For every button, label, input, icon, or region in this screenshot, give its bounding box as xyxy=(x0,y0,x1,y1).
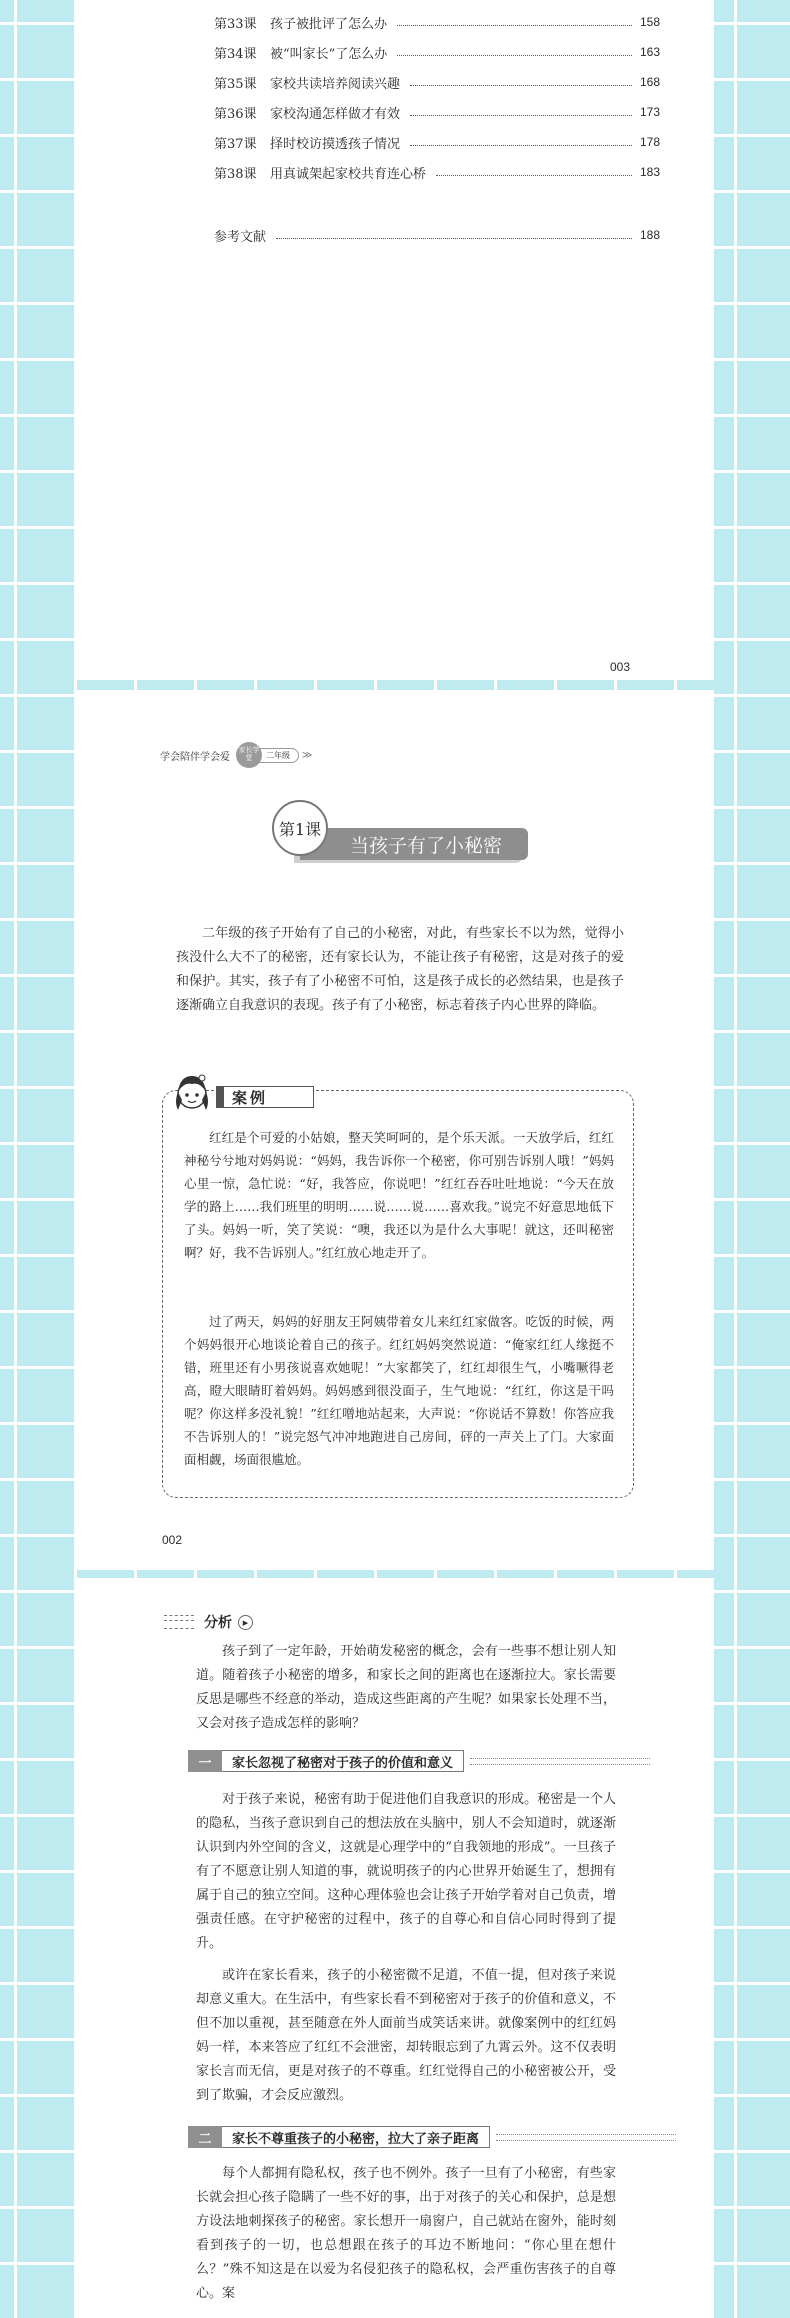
toc-lesson-number: 第35课 xyxy=(214,76,257,92)
case-label: 案例 xyxy=(216,1086,314,1108)
lesson-title: 当孩子有了小秘密 xyxy=(300,828,528,860)
case-paragraph: 过了两天，妈妈的好朋友王阿姨带着女儿来红红家做客。吃饭的时候，两个妈妈很开心地谈论着自己的孩子。红红妈妈突然说道：“俺家红红人缘挺不错，班里还有小男孩说喜欢她呢！”大家都笑了，红红却很生气，小嘴噘得老高，瞪大眼睛盯着妈妈。妈妈感到很没面子，生气地说：“红红，你这是干吗呢？你这样多没礼貌！”红红噌地站起来，大声说：“你说话不算数！你答应我不告诉别人的！”说完怒气冲冲地跑进自己房间，砰的一声关上了门。大家面面相觑，场面很尴尬。 xyxy=(184,1314,614,1467)
references-page: 188 xyxy=(639,228,660,242)
toc-page xyxy=(76,0,714,680)
toc-lesson-title: 家校沟通怎样做才有效 xyxy=(270,106,401,122)
toc-leader-dots xyxy=(410,145,632,146)
toc-entry[interactable] xyxy=(214,40,660,64)
toc-leader-dots xyxy=(276,238,632,239)
toc-entry[interactable] xyxy=(214,160,660,184)
toc-lesson-number: 第34课 xyxy=(214,46,257,62)
toc-leader-dots xyxy=(410,115,632,116)
lesson-page xyxy=(76,690,714,1570)
toc-lesson-number: 第36课 xyxy=(214,106,257,122)
toc-references[interactable] xyxy=(214,223,660,247)
toc-leader-dots xyxy=(397,25,632,26)
analysis-heading xyxy=(164,1612,253,1632)
references-title: 参考文献 xyxy=(214,229,267,245)
toc-entry[interactable] xyxy=(214,70,660,94)
body-paragraph: 或许在家长看来，孩子的小秘密微不足道，不值一提，但对孩子来说却意义重大。在生活中，有些家长看不到秘密对于孩子的价值和意义，不但不加以重视，甚至随意在外人面前当成笑话来讲。就像案例中的红红妈妈一样，本来答应了红红不会泄密，却转眼忘到了九霄云外。这不仅表明家长言而无信，更是对孩子的不尊重。红红觉得自己的小秘密被公开，受到了欺骗，才会反应激烈。 xyxy=(196,1968,616,2103)
analysis-page xyxy=(76,1578,714,2318)
toc-lesson-title: 择时校访摸透孩子情况 xyxy=(270,136,401,152)
toc-leader-dots xyxy=(436,175,632,176)
toc-lesson-number: 第37课 xyxy=(214,136,257,152)
section-decoration xyxy=(496,2134,676,2141)
page-number: 002 xyxy=(162,1533,183,1547)
section-number: 二 xyxy=(188,2126,222,2148)
play-icon: ▶ xyxy=(238,1615,253,1630)
toc-leader-dots xyxy=(397,55,632,56)
section-title: 家长忽视了秘密对于孩子的价值和意义 xyxy=(222,1750,464,1772)
toc-entry[interactable] xyxy=(214,10,660,34)
toc-lesson-title: 被“叫家长”了怎么办 xyxy=(270,46,388,62)
body-paragraph: 每个人都拥有隐私权，孩子也不例外。孩子一旦有了小秘密，有些家长就会担心孩子隐瞒了一些不好的事，出于对孩子的关心和保护，总是想方设法地刺探孩子的秘密。家长想开一扇窗户，自己就站在窗外，能时刻看到孩子的一切，也总想跟在孩子的耳边不断地问：“你心里在想什么？”殊不知这是在以爱为名侵犯孩子的隐私权，会严重伤害孩子的自尊心。案 xyxy=(196,2166,616,2301)
toc-lesson-number: 第33课 xyxy=(214,16,257,32)
toc-lesson-title: 家校共读培养阅读兴趣 xyxy=(270,76,401,92)
toc-lesson-title: 孩子被批评了怎么办 xyxy=(270,16,388,32)
toc-leader-dots xyxy=(410,85,632,86)
toc-page-number: 163 xyxy=(639,45,660,59)
running-head xyxy=(160,742,312,768)
grade-badge: 二年级 xyxy=(259,748,299,763)
section-decoration xyxy=(470,1758,650,1765)
dashed-lines-icon xyxy=(164,1615,194,1629)
girl-avatar-icon xyxy=(170,1070,214,1114)
toc-page-number: 168 xyxy=(639,75,660,89)
toc-page-number: 158 xyxy=(639,15,660,29)
lesson-number-circle: 第1课 xyxy=(272,800,328,856)
toc-page-number: 173 xyxy=(639,105,660,119)
toc-entry[interactable] xyxy=(214,100,660,124)
toc-page-number: 183 xyxy=(639,165,660,179)
toc-page-number: 178 xyxy=(639,135,660,149)
toc-lesson-title: 用真诚架起家校共育连心桥 xyxy=(270,166,427,182)
analysis-title: 分析 xyxy=(204,1615,232,1631)
intro-paragraph: 二年级的孩子开始有了自己的小秘密，对此，有些家长不以为然，觉得小孩没什么大不了的秘密，还有家长认为，不能让孩子有秘密，这是对孩子的爱和保护。其实，孩子有了小秘密不可怕，这是孩子成长的必然结果，也是孩子逐渐确立自我意识的表现。孩子有了小秘密，标志着孩子内心世界的降临。 xyxy=(176,926,624,1013)
body-paragraph: 对于孩子来说，秘密有助于促进他们自我意识的形成。秘密是一个人的隐私，当孩子意识到自己的想法放在头脑中，别人不会知道时，就逐渐认识到内外空间的含义，这就是心理学中的“自我领地的形成”。一旦孩子有了不愿意让别人知道的事，就说明孩子的内心世界开始诞生了，想拥有属于自己的独立空间。这种心理体验也会让孩子开始学着对自己负责，增强责任感。在守护秘密的过程中，孩子的自尊心和自信心同时得到了提升。 xyxy=(196,1792,616,1951)
section-number: 一 xyxy=(188,1750,222,1772)
case-paragraph: 红红是个可爱的小姑娘，整天笑呵呵的，是个乐天派。一天放学后，红红神秘兮兮地对妈妈说：“妈妈，我告诉你一个秘密，你可别告诉别人哦！”妈妈心里一惊，急忙说：“好，我答应，你说吧！”红红吞吞吐吐地说：“今天在放学的路上……我们班里的明明……说……说……喜欢我。”说完不好意思地低下了头。妈妈一听，笑了笑说：“噢，我还以为是什么大事呢！就这，还叫秘密啊？好，我不告诉别人。”红红放心地走开了。 xyxy=(184,1130,614,1260)
analysis-paragraph: 孩子到了一定年龄，开始萌发秘密的概念，会有一些事不想让别人知道。随着孩子小秘密的增多，和家长之间的距离也在逐渐拉大。家长需要反思是哪些不经意的举动，造成这些距离的产生呢？如果家长处理不当，又会对孩子造成怎样的影响？ xyxy=(196,1644,616,1731)
section-heading xyxy=(188,1750,650,1772)
page-number: 003 xyxy=(610,660,631,674)
section-heading xyxy=(188,2126,676,2148)
parent-school-badge: 家长学堂 xyxy=(236,742,262,768)
running-head-title: 学会陪伴学会爱 xyxy=(160,751,230,763)
toc-lesson-number: 第38课 xyxy=(214,166,257,182)
toc-entry[interactable] xyxy=(214,130,660,154)
section-title: 家长不尊重孩子的小秘密，拉大了亲子距离 xyxy=(222,2126,490,2148)
double-chevron-icon: ≫ xyxy=(302,749,313,761)
